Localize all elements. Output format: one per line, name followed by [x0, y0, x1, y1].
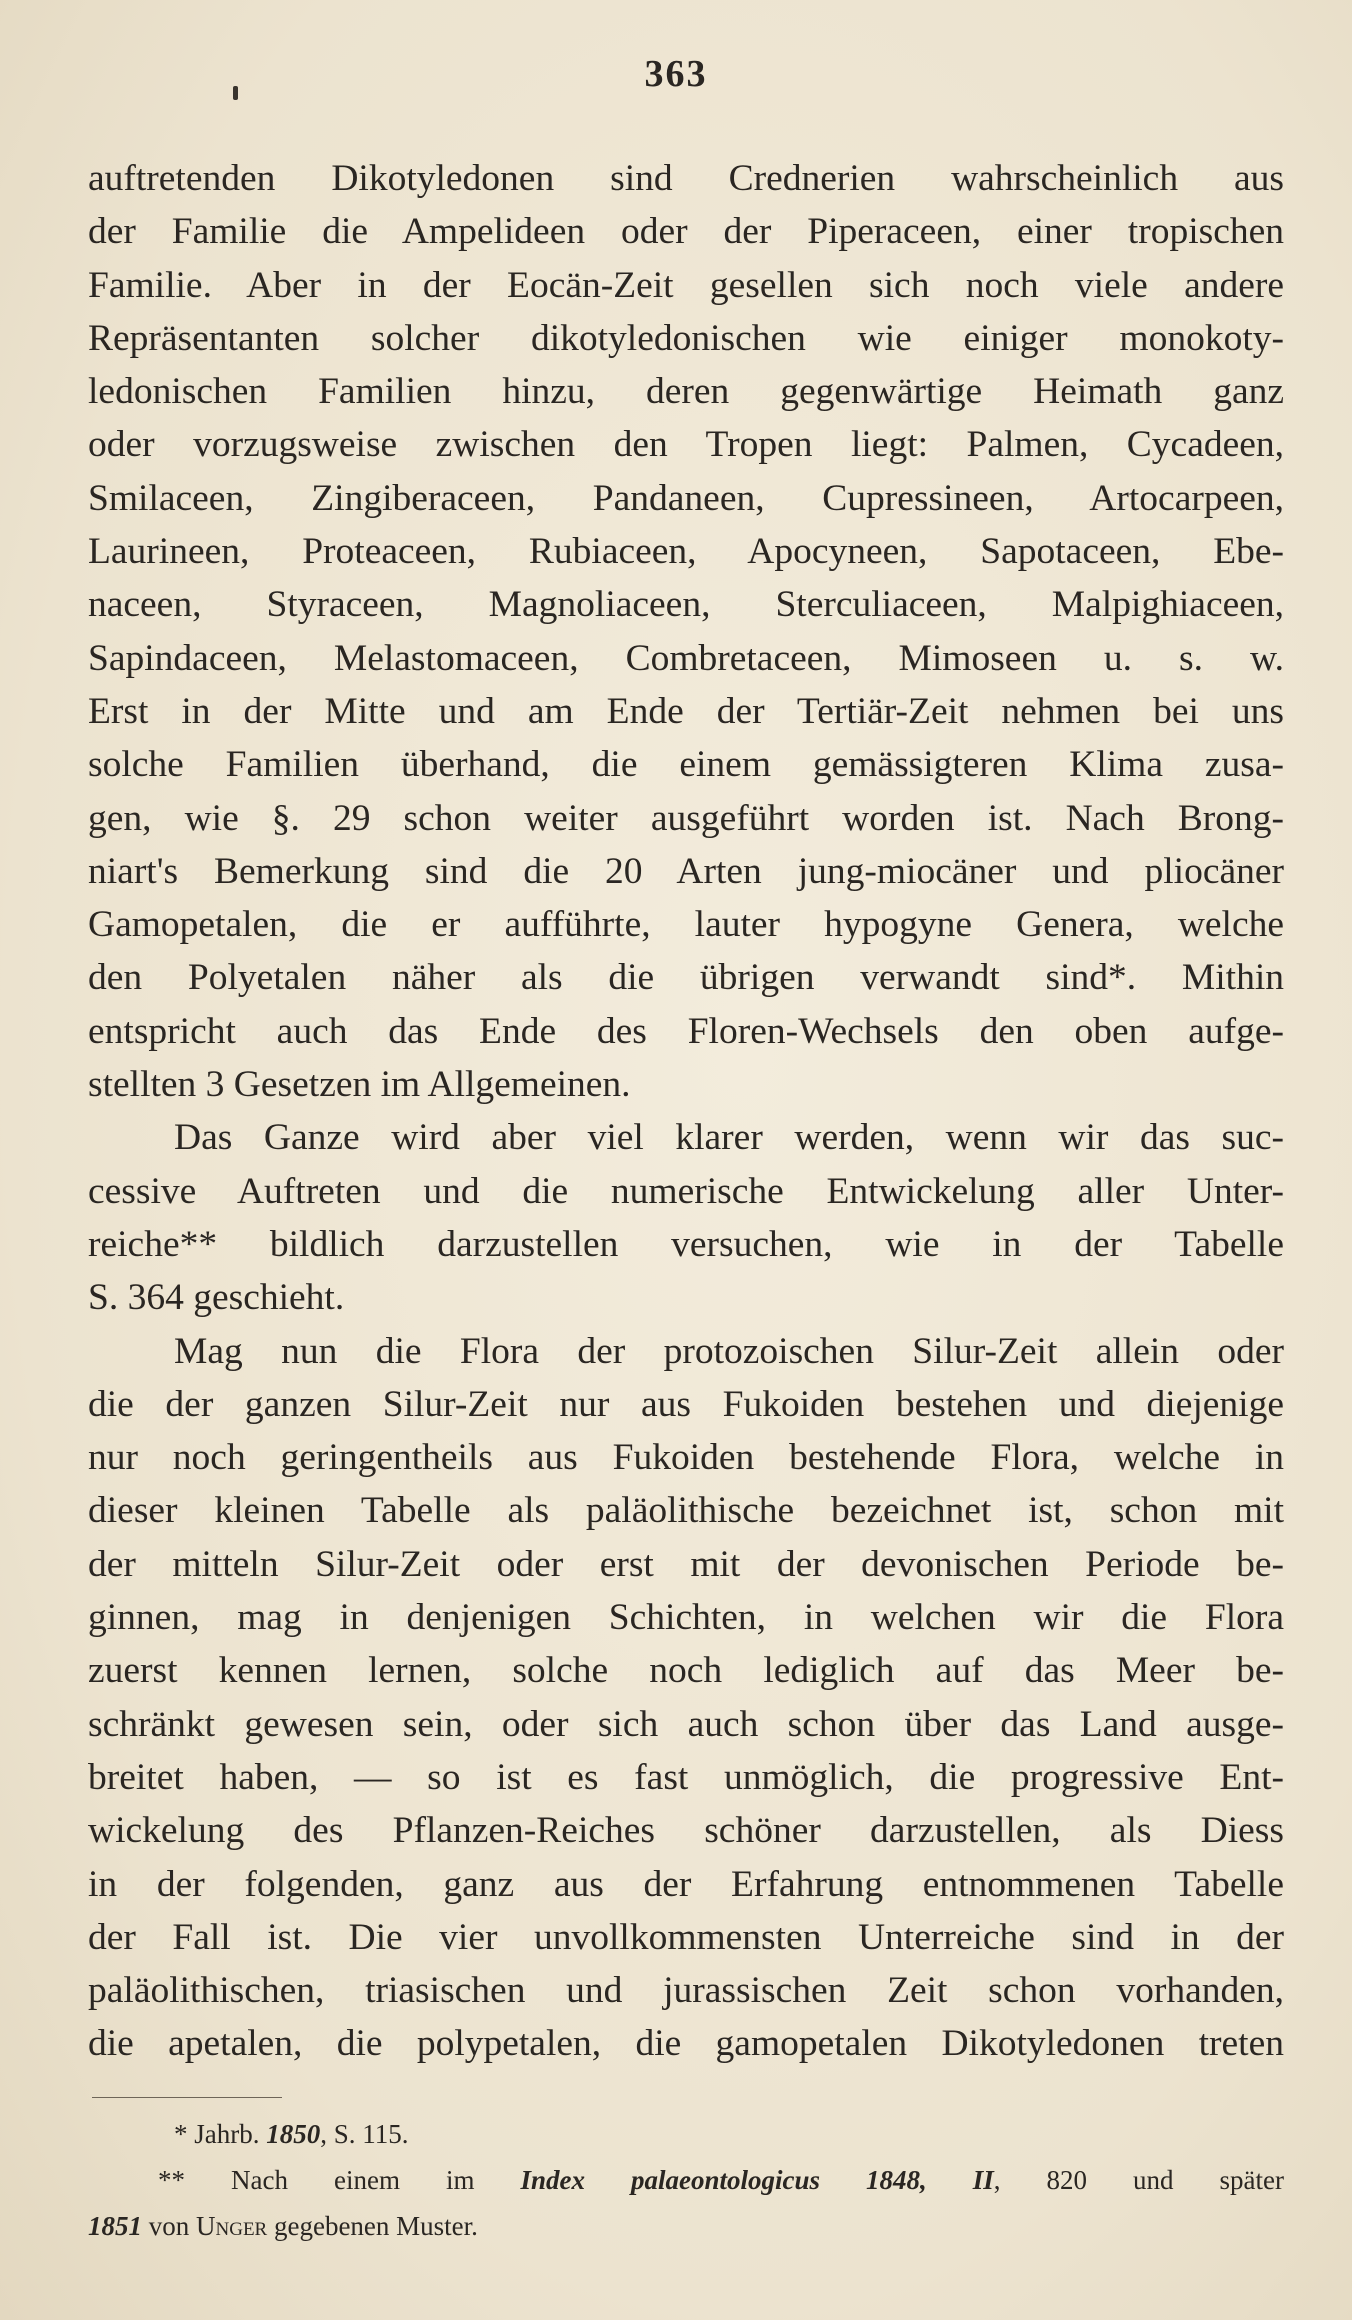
- text-line: Erst in der Mitte und am Ende der Tertiär-Zeit nehmen bei uns: [88, 690, 1284, 732]
- text-line: S. 364 geschieht.: [88, 1277, 345, 1319]
- text-line: dieser kleinen Tabelle als paläolithische bezeichnet ist, schon mit: [88, 1490, 1284, 1532]
- text-line: Laurineen, Proteaceen, Rubiaceen, Apocyneen, Sapotaceen, Ebe-: [88, 531, 1284, 573]
- text-line: Das Ganze wird aber viel klarer werden, wenn wir das suc-: [174, 1117, 1284, 1159]
- text-line: der Familie die Ampelideen oder der Piperaceen, einer tropischen: [88, 211, 1284, 253]
- text-line: naceen, Styraceen, Magnoliaceen, Sterculiaceen, Malpighiaceen,: [88, 584, 1284, 626]
- text-line: Mag nun die Flora der protozoischen Silur-Zeit allein oder: [174, 1330, 1284, 1372]
- text-line: solche Familien überhand, die einem gemässigteren Klima zusa-: [88, 744, 1284, 786]
- text-line: stellten 3 Gesetzen im Allgemeinen.: [88, 1064, 631, 1106]
- footnote-2: ** Nach einem im Index palaeontologicus 1848, II, 820 und später: [158, 2165, 1284, 2195]
- text-line: ginnen, mag in denjenigen Schichten, in welchen wir die Flora: [88, 1597, 1284, 1639]
- text-line: paläolithischen, triasischen und jurassischen Zeit schon vorhanden,: [88, 1970, 1284, 2012]
- text-line: Smilaceen, Zingiberaceen, Pandaneen, Cupressineen, Artocarpeen,: [88, 477, 1284, 519]
- text-line: zuerst kennen lernen, solche noch lediglich auf das Meer be-: [88, 1650, 1284, 1692]
- text-line: entspricht auch das Ende des Floren-Wechsels den oben aufge-: [88, 1010, 1284, 1052]
- text-line: Sapindaceen, Melastomaceen, Combretaceen, Mimoseen u. s. w.: [88, 637, 1284, 679]
- text-line: breitet haben, — so ist es fast unmöglich, die progressive Ent-: [88, 1756, 1284, 1798]
- text-line: den Polyetalen näher als die übrigen verwandt sind*. Mithin: [88, 957, 1284, 999]
- text-line: auftretenden Dikotyledonen sind Crednerien wahrscheinlich aus: [88, 158, 1284, 199]
- footnotes: [88, 2111, 1284, 2249]
- text-line: wickelung des Pflanzen-Reiches schöner darzustellen, als Diess: [88, 1810, 1284, 1852]
- text-line: cessive Auftreten und die numerische Entwickelung aller Unter-: [88, 1170, 1284, 1212]
- text-line: oder vorzugsweise zwischen den Tropen liegt: Palmen, Cycadeen,: [88, 424, 1284, 466]
- text-line: ledonischen Familien hinzu, deren gegenwärtige Heimath ganz: [88, 371, 1284, 413]
- text-line: reiche** bildlich darzustellen versuchen, wie in der Tabelle: [88, 1223, 1284, 1265]
- text-line: schränkt gewesen sein, oder sich auch schon über das Land ausge-: [88, 1703, 1284, 1745]
- text-line: die der ganzen Silur-Zeit nur aus Fukoiden bestehen und diejenige: [88, 1383, 1284, 1425]
- footnote-1: * Jahrb. 1850, S. 115.: [174, 2119, 409, 2149]
- text-line: Familie. Aber in der Eocän-Zeit gesellen sich noch viele andere: [88, 264, 1284, 306]
- footnote-2-continued: 1851 von Unger gegebenen Muster.: [88, 2211, 478, 2241]
- body-text: [88, 152, 1284, 2071]
- text-line: gen, wie §. 29 schon weiter ausgeführt worden ist. Nach Brong-: [88, 797, 1284, 839]
- text-line: in der folgenden, ganz aus der Erfahrung entnommenen Tabelle: [88, 1863, 1284, 1905]
- text-line: die apetalen, die polypetalen, die gamopetalen Dikotyledonen treten: [88, 2023, 1284, 2065]
- footnote-rule: [92, 2097, 282, 2098]
- text-line: niart's Bemerkung sind die 20 Arten jung-miocäner und pliocäner: [88, 850, 1284, 892]
- text-line: der mitteln Silur-Zeit oder erst mit der devonischen Periode be-: [88, 1543, 1284, 1585]
- text-line: Repräsentanten solcher dikotyledonischen wie einiger monokoty-: [88, 317, 1284, 359]
- text-line: nur noch geringentheils aus Fukoiden bestehende Flora, welche in: [88, 1437, 1284, 1479]
- text-line: der Fall ist. Die vier unvollkommensten Unterreiche sind in der: [88, 1916, 1284, 1958]
- page-number: 363: [644, 53, 708, 95]
- text-line: Gamopetalen, die er aufführte, lauter hypogyne Genera, welche: [88, 904, 1284, 946]
